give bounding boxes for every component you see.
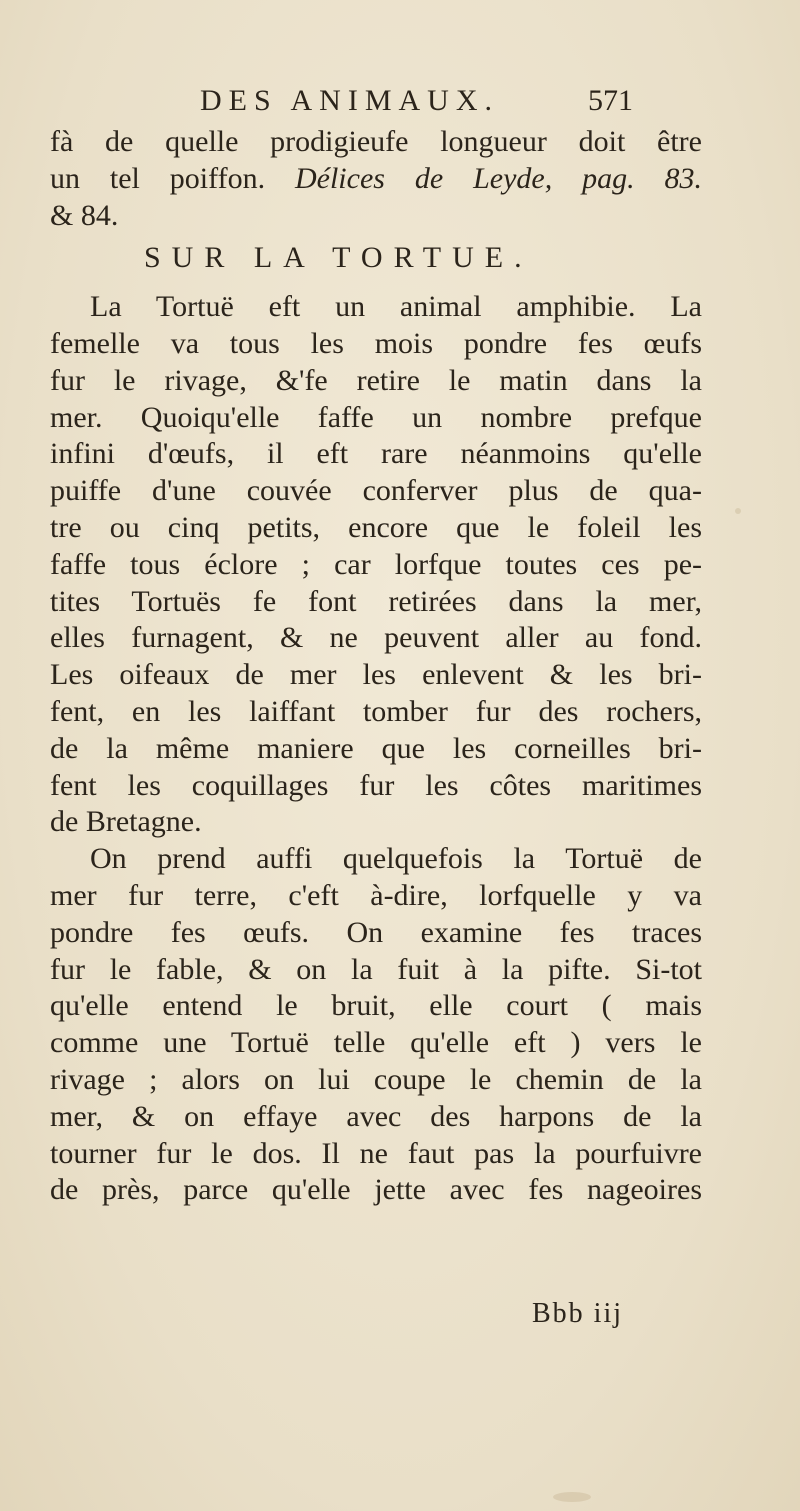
text-line: rivage ; alors on lui coupe le chemin de la <box>50 1062 702 1096</box>
text-line: fur le fable, & on la fuit à la pifte. Si-tot <box>50 952 702 986</box>
page-number: 571 <box>588 84 633 117</box>
text-line: mer. Quoiqu'elle faffe un nombre prefque <box>50 400 702 434</box>
signature-mark: Bbb iij <box>532 1298 624 1329</box>
citation: Délices de Leyde, pag. 83. <box>294 161 703 195</box>
text-line: qu'elle entend le bruit, elle court ( mais <box>50 989 702 1023</box>
text-line: Les oifeaux de mer les enlevent & les bri- <box>50 658 702 692</box>
body-text <box>50 124 702 1209</box>
paper-speck <box>735 508 741 514</box>
text-line: fur le rivage, &'fe retire le matin dans la <box>50 363 702 397</box>
page-header <box>0 78 800 128</box>
text-line: tourner fur le dos. Il ne faut pas la pourfuivre <box>50 1136 702 1170</box>
text-line: fent les coquillages fur les côtes maritimes <box>50 768 702 802</box>
text-line: fent, en les laiffant tomber fur des rochers, <box>50 694 702 728</box>
paragraph-2 <box>50 841 702 1209</box>
text-line: fà de quelle prodigieufe longueur doit être <box>50 125 702 158</box>
text-line: On prend auffi quelquefois la Tortuë de <box>90 842 702 876</box>
text-line <box>50 161 702 198</box>
section-title: SUR LA TORTUE. <box>144 241 533 275</box>
text-line: pondre fes œufs. On examine fes traces <box>50 915 702 949</box>
text-line: infini d'œufs, il eft rare néanmoins qu'elle <box>50 437 702 471</box>
running-head: DES ANIMAUX. <box>200 84 500 117</box>
text-line: La Tortuë eft un animal amphibie. La <box>90 290 702 324</box>
paper-stain <box>553 1492 591 1502</box>
text-line: femelle va tous les mois pondre fes œufs <box>50 326 702 360</box>
text-line: mer fur terre, c'eft à-dire, lorfquelle y va <box>50 878 702 912</box>
paragraph-1 <box>50 289 702 841</box>
text-line: tites Tortuës fe font retirées dans la mer, <box>50 584 702 618</box>
text-line: faffe tous éclore ; car lorfque toutes ces pe- <box>50 547 702 581</box>
text-line: comme une Tortuë telle qu'elle eft ) vers le <box>50 1026 702 1060</box>
text-line: & 84. <box>50 198 119 232</box>
text-line: elles furnagent, & ne peuvent aller au fond. <box>50 621 702 655</box>
text-line: tre ou cinq petits, encore que le foleil les <box>50 510 702 544</box>
text-span: un tel poiffon. <box>50 161 266 195</box>
text-line: de Bretagne. <box>50 805 202 839</box>
text-line: de près, parce qu'elle jette avec fes nageoires <box>50 1173 702 1207</box>
text-line: mer, & on effaye avec des harpons de la <box>50 1099 702 1133</box>
text-line: de la même maniere que les corneilles bri- <box>50 731 702 765</box>
text-line: puiffe d'une couvée conferver plus de qua- <box>50 474 702 508</box>
